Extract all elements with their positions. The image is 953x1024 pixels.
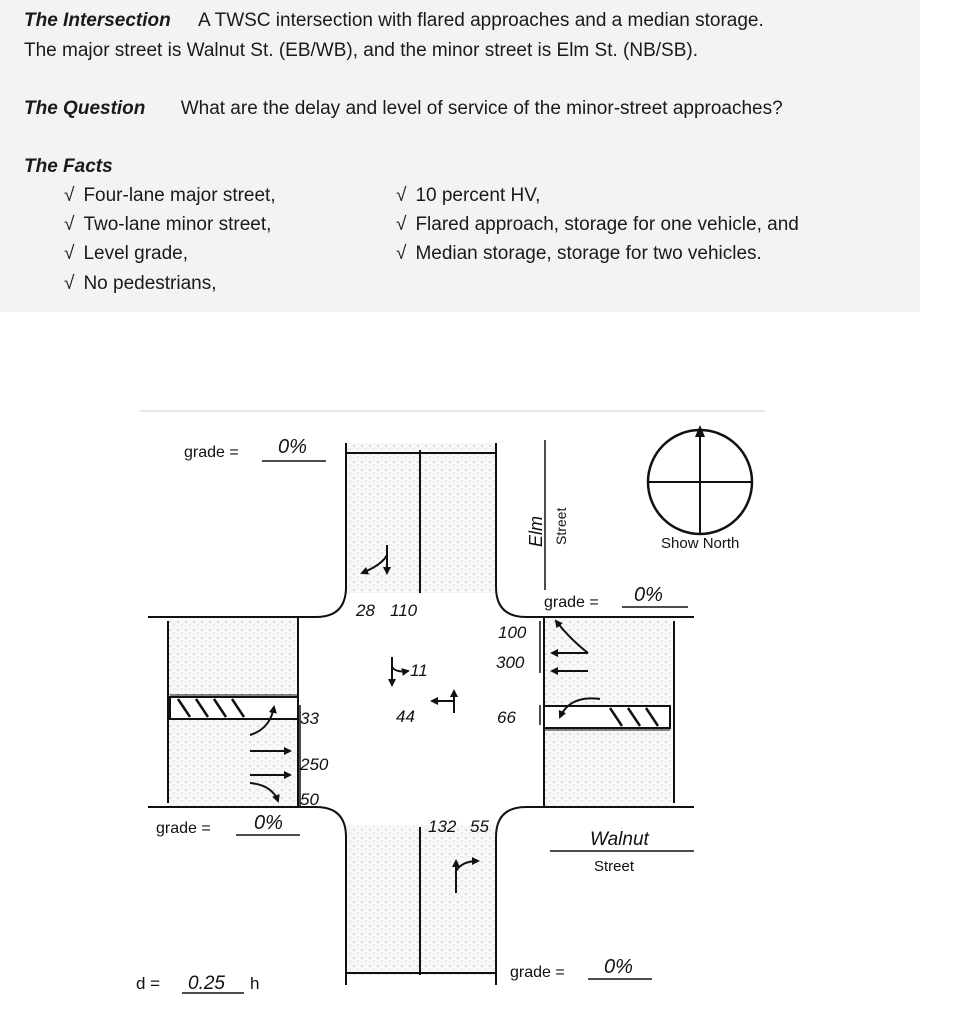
grade-value-nw: 0%: [278, 436, 307, 458]
check-icon: √: [64, 185, 75, 206]
fact-item: √ Median storage, storage for two vehicles.: [396, 243, 762, 264]
wb-right-volume: 100: [498, 623, 527, 642]
intersection-heading: The Intersection: [24, 10, 171, 31]
question-heading: The Question: [24, 98, 146, 119]
sb-left-volume: 28: [356, 601, 375, 620]
show-north-label: Show North: [661, 535, 740, 552]
analysis-period: [136, 973, 259, 994]
grade-value-ne: 0%: [634, 584, 663, 606]
grade-label-sw: grade =: [156, 820, 211, 837]
grade-value-se: 0%: [604, 956, 633, 978]
eb-left-volume: 33: [300, 709, 319, 728]
check-icon: √: [64, 214, 75, 235]
intersection-text-2: The major street is Walnut St. (EB/WB), and the minor street is Elm St. (NB/SB).: [24, 40, 698, 61]
wb-left-volume: 66: [497, 708, 516, 727]
duration-unit: h: [250, 974, 260, 993]
fact-item: √ No pedestrians,: [64, 273, 217, 294]
sb-through-volume: 110: [390, 601, 418, 620]
wb-through-volume: 300: [496, 653, 525, 672]
nb-right-volume: 44: [396, 707, 415, 726]
fact-item: √ Level grade,: [64, 243, 189, 264]
elm-label: Elm: [526, 516, 546, 547]
check-icon: √: [396, 243, 407, 264]
facts-heading: The Facts: [24, 156, 113, 177]
duration-label: d =: [136, 974, 161, 993]
north-compass: [648, 425, 752, 552]
sb-right-volume: 11: [410, 661, 428, 680]
check-icon: √: [64, 273, 75, 294]
volume-labels: [299, 601, 527, 836]
walnut-sub-label: Street: [594, 858, 635, 875]
elm-sub-label: Street: [553, 507, 569, 545]
grade-label-se: grade =: [510, 964, 565, 981]
problem-statement: [0, 0, 920, 312]
fact-item: √ Four-lane major street,: [64, 185, 276, 206]
walnut-label: Walnut: [590, 829, 649, 850]
fact-item: √ 10 percent HV,: [396, 185, 541, 206]
check-icon: √: [396, 185, 407, 206]
check-icon: √: [396, 214, 407, 235]
grade-label-nw: grade =: [184, 444, 239, 461]
question-text: What are the delay and level of service of the minor-street approaches?: [180, 98, 783, 119]
eb-through-volume: 250: [300, 755, 329, 774]
duration-value: 0.25: [188, 973, 225, 994]
intersection-diagram: [0, 395, 953, 1024]
sb-right-arrow: [392, 667, 408, 672]
grade-label-ne: grade =: [544, 594, 599, 611]
eb-right-volume: 50: [300, 790, 319, 809]
intersection-text-1: A TWSC intersection with flared approaches and a median storage.: [198, 10, 764, 31]
nb-left-volume: 132: [428, 817, 457, 836]
intersection-line: [24, 10, 764, 32]
question-line: [24, 98, 783, 120]
nb-through-volume: 55: [470, 817, 489, 836]
check-icon: √: [64, 243, 75, 264]
fact-item: √ Flared approach, storage for one vehicle, and: [396, 214, 799, 235]
grade-value-sw: 0%: [254, 812, 283, 834]
fact-item: √ Two-lane minor street,: [64, 214, 272, 235]
